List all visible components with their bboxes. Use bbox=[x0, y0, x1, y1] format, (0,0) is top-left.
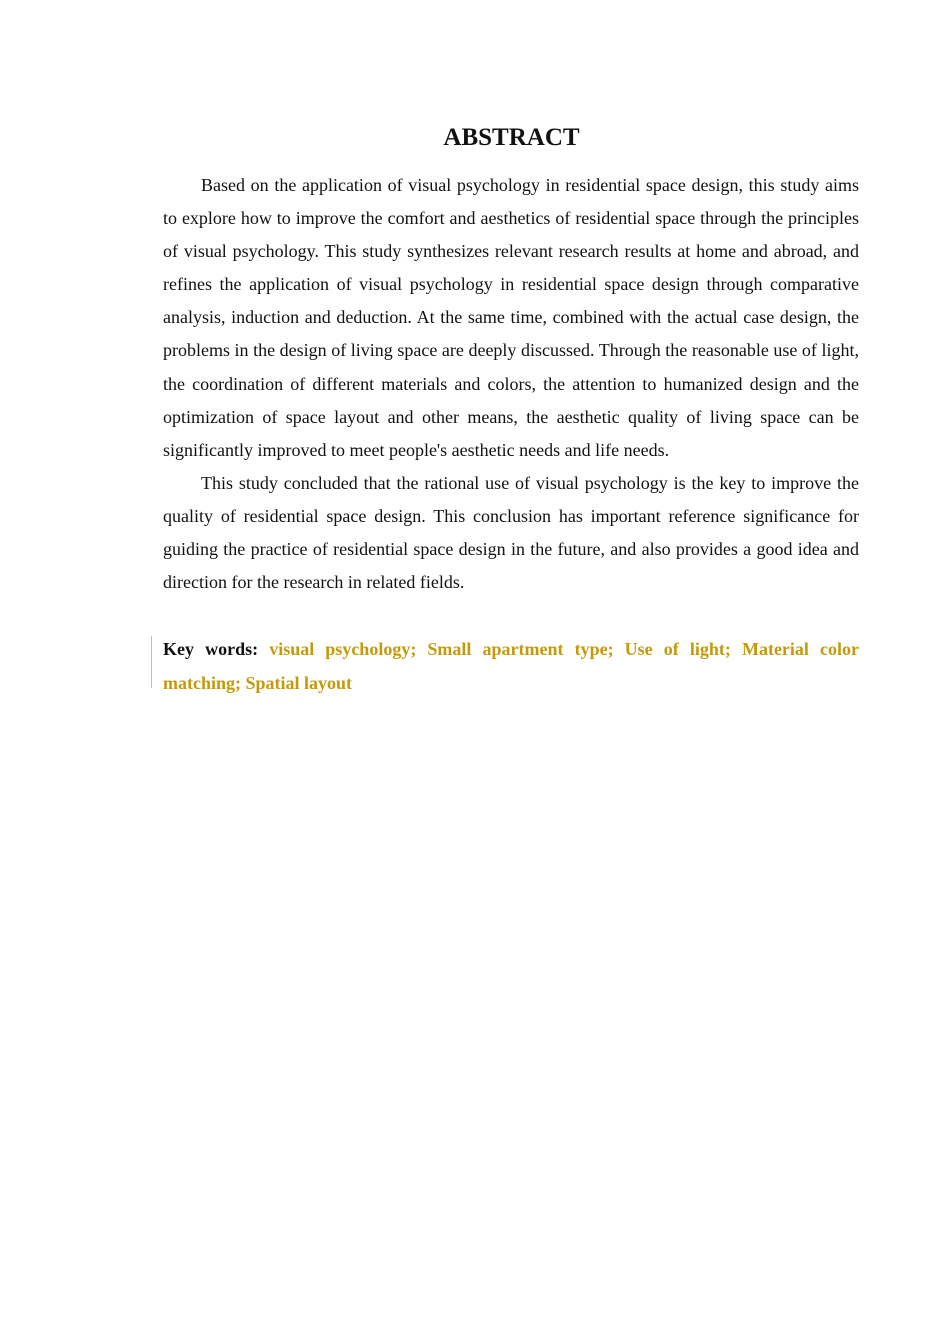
abstract-paragraph-2: This study concluded that the rational use of visual psychology is the key to improve the quality of residential space design. This conclusion has important reference significance for guiding the practice of residential space design in the future, and also provides a good idea and direction for the research in related fields. bbox=[163, 472, 859, 593]
keywords-margin-bar bbox=[151, 636, 152, 688]
abstract-paragraph-1: Based on the application of visual psychology in residential space design, this study aims to explore how to improve the comfort and aesthetics of residential space through the principles of visual psychology. This study synthesizes relevant research results at home and abroad, and refines the application of visual psychology in residential space design through comparative analysis, induction and deduction. At the same time, combined with the actual case design, the problems in the design of living space are deeply discussed. Through the reasonable use of light, the coordination of different materials and colors, the attention to humanized design and the optimization of space layout and other means, the aesthetic quality of living space can be significantly improved to meet people's aesthetic needs and life needs. bbox=[163, 175, 859, 460]
abstract-section bbox=[163, 118, 859, 700]
keywords-label: Key words: bbox=[163, 639, 270, 660]
abstract-body bbox=[163, 169, 859, 599]
abstract-title: ABSTRACT bbox=[443, 124, 580, 151]
keywords-block bbox=[163, 632, 859, 700]
keywords-values: visual psychology; Small apartment type; Use of light; Material color matching; Spatial layout bbox=[163, 639, 859, 694]
